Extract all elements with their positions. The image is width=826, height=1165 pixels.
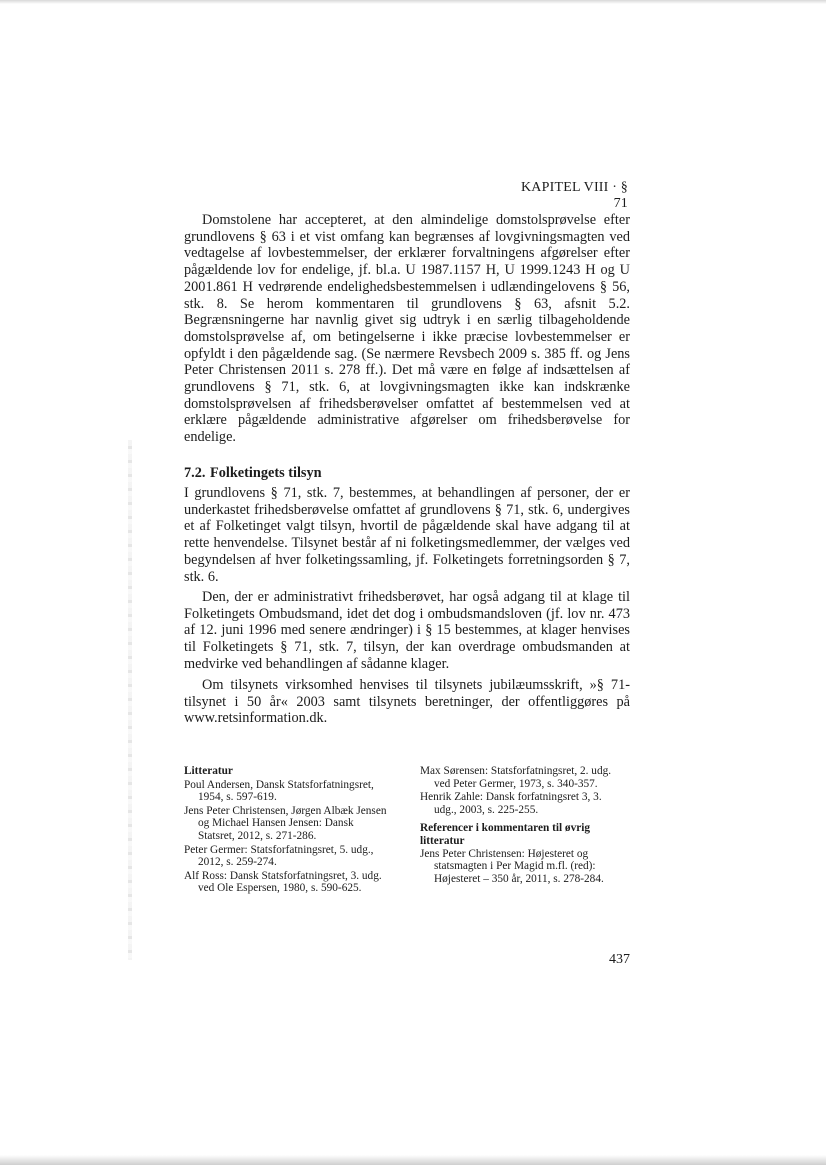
scan-edge-bottom	[0, 1155, 826, 1165]
section-heading	[184, 465, 630, 482]
literature-entry: Max Sørensen: Statsforfatningsret, 2. udg. ved Peter Germer, 1973, s. 340-357.	[420, 765, 612, 790]
paragraph-virksomhed: Om tilsynets virksomhed henvises til tilsynets jubilæumsskrift, »§ 71-tilsynet i 50 år« 2003 samt tilsynets beretninger, der offentliggøres på www.retsinformation.dk.	[184, 677, 630, 727]
section-title: Folketingets tilsyn	[210, 465, 322, 481]
scan-shadow-left	[128, 440, 132, 960]
page-number: 437	[609, 952, 630, 967]
literature-entry: Peter Germer: Statsforfatningsret, 5. udg., 2012, s. 259-274.	[184, 843, 374, 869]
running-header: KAPITEL VIII · § 71	[520, 180, 628, 211]
literature-column-left	[184, 765, 390, 896]
literature-entry: Alf Ross: Dansk Statsforfatningsret, 3. udg. ved Ole Espersen, 1980, s. 590-625.	[184, 869, 382, 895]
paragraph-endelighed: Domstolene har accepteret, at den almindelige domstolsprøvelse efter grundlovens § 63 i et vist omfang kan begrænses af lovgivningsmagten ved vedtagelse af lovbestemmelser, der erklærer forvaltningens afgørelser efter pågældende lov for endelige, jf. bl.a. U 1987.1157 H, U 1999.1243 H og U 2001.861 H vedrørende endelighedsbestemmelsen i udlændingelovens § 56, stk. 8. Se herom kommentaren til grundlovens § 63, afsnit 5.2. Begrænsningerne har navnlig givet sig udtryk i en særlig tilbageholdende domstolsprøvelse af, om betingelserne i ikke præcise lovbestemmelser er opfyldt i den pågældende sag. (Se nærmere Revsbech 2009 s. 385 ff. og Jens Peter Christensen 2011 s. 278 ff.). Det må være en følge af indsættelsen af grundlovens § 71, stk. 6, at lovgivningsmagten ikke kan indskrænke domstolsprøvelsen af frihedsberøvelser omfattet af bestemmelsen ved at erklære pågældende administrative afgørelser om frihedsberøvelse for endelige.	[184, 212, 630, 446]
references-heading: Referencer i kommentaren til øvrig litteratur	[420, 822, 591, 847]
scan-edge-top	[0, 0, 826, 4]
literature-column-right	[420, 765, 626, 886]
section-number: 7.2.	[184, 465, 206, 481]
paragraph-ombudsmand: Den, der er administrativt frihedsberøvet, har også adgang til at klage til Folketingets Ombudsmand, idet det dog i ombudsmandsloven (jf. lov nr. 473 af 12. juni 1996 med senere ændringer) i § 15 bestemmes, at klager henvises til Folketingets § 71, stk. 7, tilsyn, der kan overdrage ombudsmanden at medvirke ved behandlingen af sådanne klager.	[184, 589, 630, 672]
literature-entry: Henrik Zahle: Dansk forfatningsret 3, 3. udg., 2003, s. 225-255.	[420, 791, 602, 816]
paragraph-tilsyn: I grundlovens § 71, stk. 7, bestemmes, at behandlingen af personer, der er underkastet frihedsberøvelse omfattet af grundlovens § 71, stk. 6, undergives et af Folketinget valgt tilsyn, hvortil de pågældende skal have adgang til at rette henvendelse. Tilsynet består af ni folketingsmedlemmer, der vælges ved begyndelsen af hver folketingssamling, jf. Folketingets forretningsorden § 7, stk. 6.	[184, 485, 630, 585]
reference-entry: Jens Peter Christensen: Højesteret og statsmagten i Per Magid m.fl. (red): Højesteret – 350 år, 2011, s. 278-284.	[420, 847, 604, 885]
literature-entry: Jens Peter Christensen, Jørgen Albæk Jensen og Michael Hansen Jensen: Dansk Statsret, 2012, s. 271-286.	[184, 804, 387, 842]
literature-entry: Poul Andersen, Dansk Statsforfatningsret, 1954, s. 597-619.	[184, 778, 374, 804]
literature-heading: Litteratur	[184, 765, 233, 777]
